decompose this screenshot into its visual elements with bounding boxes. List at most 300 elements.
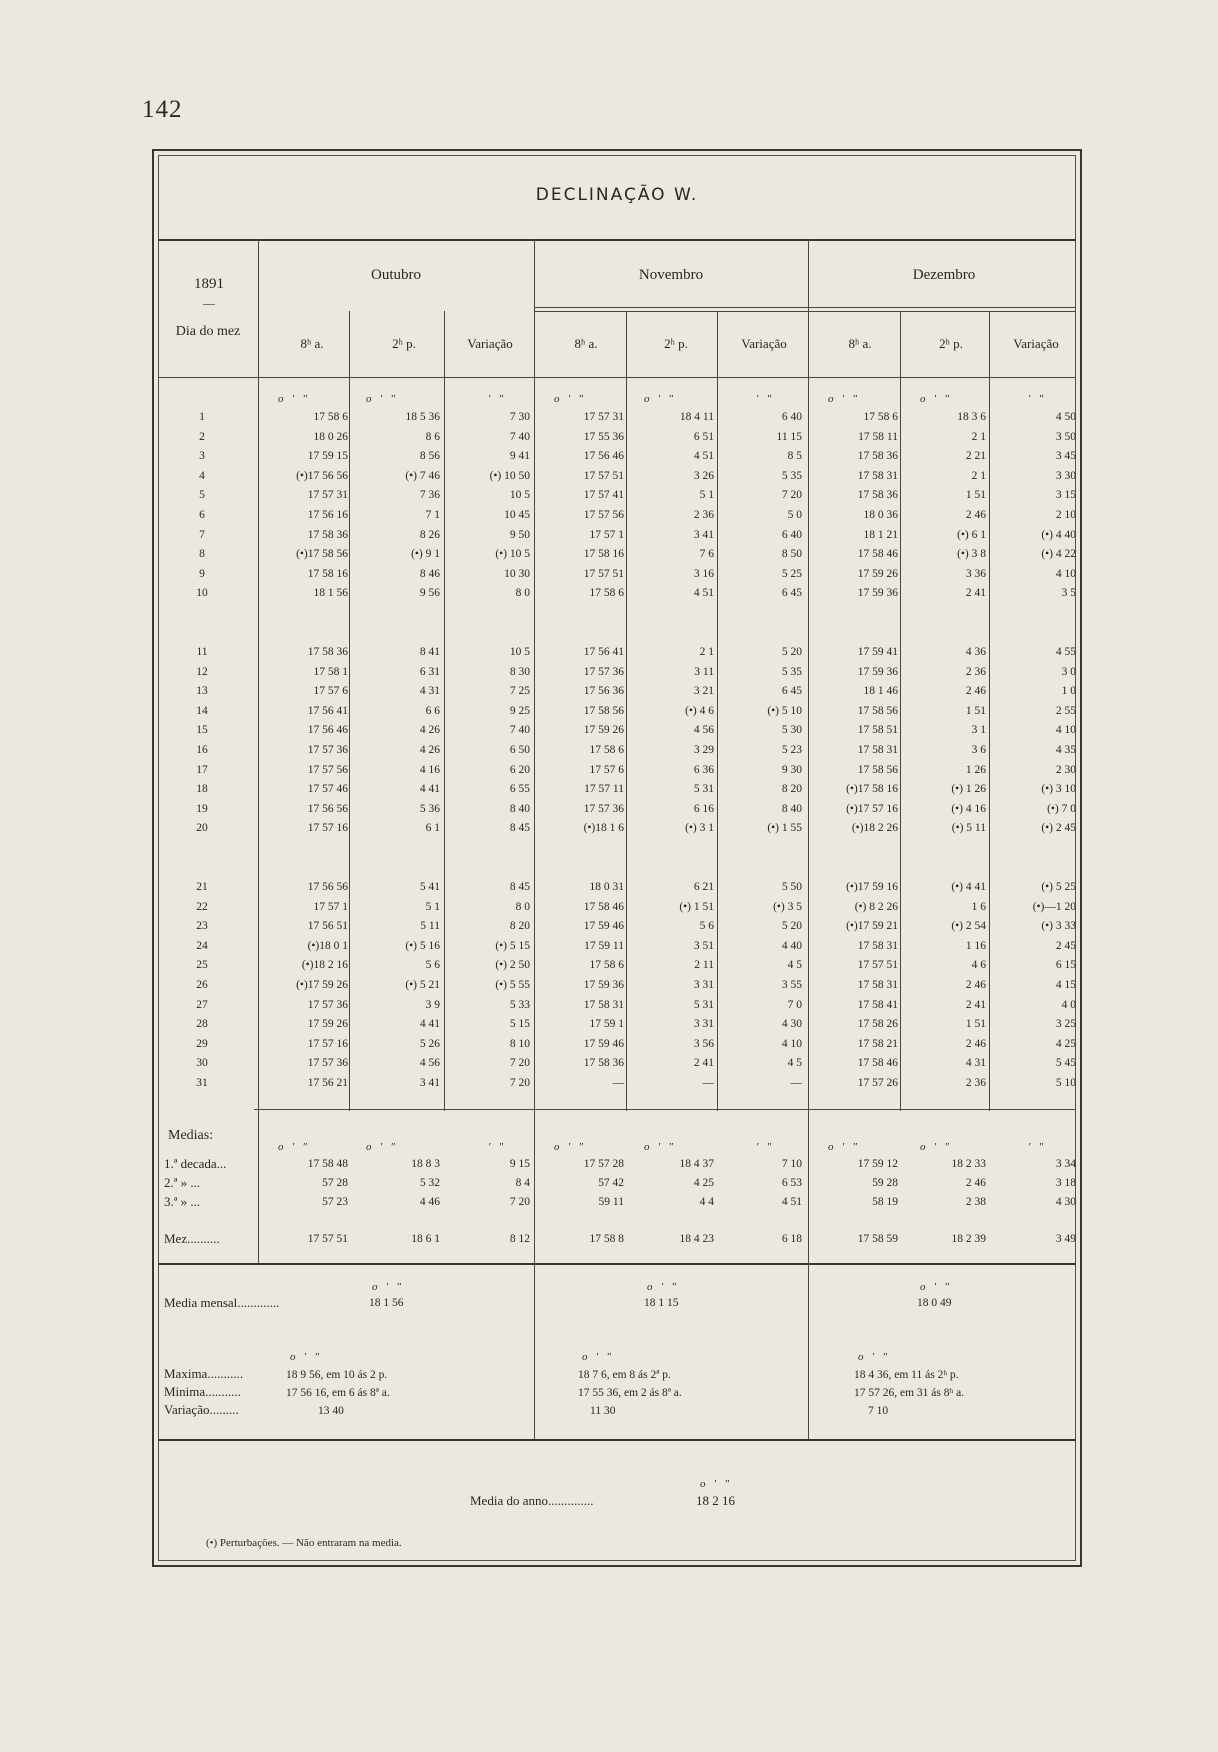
table-title: DECLINAÇÃO W. — [535, 185, 699, 205]
oct-variacao: 13 40 — [318, 1405, 344, 1417]
table-cell: 9 50 — [509, 528, 530, 541]
medias-cell: 4 4 — [699, 1196, 714, 1208]
table-cell: 1 51 — [965, 704, 986, 717]
table-cell: 5 31 — [693, 783, 714, 796]
table-cell: 2 30 — [1055, 763, 1076, 776]
medias-cell: 57 42 — [598, 1177, 624, 1189]
table-cell: 17 59 46 — [583, 1037, 624, 1050]
table-cell: 3 41 — [419, 1077, 440, 1089]
table-cell: 3 0 — [1061, 665, 1076, 678]
table-cell: 2 41 — [965, 998, 986, 1011]
table-cell: 5 20 — [781, 646, 802, 658]
table-cell: 4 30 — [781, 1018, 802, 1031]
table-cell: 4 16 — [419, 763, 440, 776]
table-cell: 2 41 — [965, 587, 986, 600]
table-cell: 4 5 — [787, 1057, 802, 1070]
table-cell: (•) 1 51 — [679, 900, 714, 913]
medias-row-label: Mez.......... — [164, 1231, 220, 1246]
day-number: 31 — [196, 1077, 208, 1089]
table-cell: 5 10 — [1055, 1077, 1076, 1089]
table-cell: 17 58 36 — [307, 528, 348, 541]
table-cell: — — [612, 1077, 624, 1089]
table-cell: 17 58 6 — [589, 744, 624, 756]
nov-variacao: 11 30 — [590, 1405, 616, 1417]
table-cell: (•) 5 15 — [495, 939, 530, 952]
table-cell: (•) 3 1 — [685, 822, 714, 835]
table-cell: (•) 4 16 — [951, 802, 986, 815]
day-number: 20 — [196, 822, 208, 835]
table-cell: (•) 4 22 — [1041, 548, 1076, 561]
vrule-nov-1 — [626, 311, 627, 1111]
variacao-label: Variação......... — [164, 1402, 239, 1417]
extremes-units-2: o ' " — [858, 1351, 887, 1363]
vrule-dec-1 — [900, 311, 901, 1111]
table-cell: 5 15 — [509, 1018, 530, 1031]
unit-symbols-units-medias-1: o ' " — [366, 1141, 395, 1153]
table-cell: (•)17 58 16 — [846, 783, 898, 796]
table-cell: 17 56 41 — [307, 704, 348, 717]
table-cell: 17 57 16 — [307, 822, 348, 835]
table-cell: 4 5 — [787, 959, 802, 972]
day-number: 26 — [196, 979, 208, 991]
medias-cell: 18 6 1 — [411, 1233, 440, 1245]
vrule-nov-dec — [808, 239, 809, 1439]
table-cell: 17 58 36 — [583, 1057, 624, 1070]
table-cell: 5 33 — [509, 998, 530, 1011]
medias-cell: 17 59 12 — [857, 1158, 898, 1170]
subheader-4: 2ʰ p. — [664, 336, 688, 351]
table-cell: 4 26 — [419, 744, 440, 756]
table-cell: (•)18 2 16 — [301, 959, 348, 972]
table-cell: 5 36 — [419, 802, 440, 815]
table-cell: (•)17 59 16 — [846, 881, 898, 893]
table-cell: (•)18 1 6 — [583, 822, 624, 835]
table-cell: 2 1 — [699, 646, 714, 658]
table-cell: 17 58 56 — [583, 704, 624, 717]
table-cell: 8 46 — [419, 567, 440, 580]
table-cell: 17 57 16 — [307, 1037, 348, 1050]
table-cell: 4 41 — [419, 783, 440, 796]
day-number: 9 — [199, 567, 205, 580]
table-cell: 17 57 26 — [857, 1077, 898, 1089]
media-mensal-novembro: 18 1 15 — [644, 1297, 679, 1309]
table-cell: 17 57 56 — [583, 509, 624, 521]
table-cell: (•)17 56 56 — [296, 469, 348, 482]
table-cell: 2 36 — [965, 665, 986, 678]
footnote: (•) Perturbações. — Não entraram na media. — [206, 1537, 402, 1549]
day-number: 10 — [196, 587, 208, 600]
medias-cell: 18 2 33 — [951, 1158, 986, 1170]
table-cell: 6 21 — [693, 881, 714, 893]
table-cell: 17 58 6 — [589, 587, 624, 600]
unit-symbols-units-top-2: ' " — [488, 393, 504, 405]
day-number: 21 — [196, 881, 208, 893]
table-cell: (•) 7 0 — [1047, 802, 1076, 815]
table-cell: 2 21 — [965, 450, 986, 463]
table-cell: 5 25 — [781, 567, 802, 580]
table-cell: 10 30 — [504, 567, 530, 580]
table-cell: 17 57 41 — [583, 489, 624, 502]
medias-cell: 18 2 39 — [951, 1233, 986, 1245]
subheader-8: Variação — [1013, 336, 1059, 351]
table-cell: 17 58 31 — [857, 939, 898, 952]
medias-cell: 17 58 48 — [307, 1158, 348, 1170]
medias-row-label: 2.ª » ... — [164, 1175, 201, 1190]
table-cell: (•) 3 33 — [1041, 920, 1076, 933]
table-cell: 8 0 — [515, 587, 530, 600]
year-label: 1891 — [194, 276, 224, 292]
day-number: 5 — [199, 489, 205, 502]
table-cell: 4 40 — [781, 939, 802, 952]
table-cell: 11 15 — [776, 430, 802, 443]
medias-cell: 2 46 — [965, 1177, 986, 1189]
unit-symbols-units-top-7: o ' " — [920, 393, 949, 405]
table-cell: (•)17 59 26 — [296, 979, 348, 991]
table-cell: 8 0 — [515, 900, 530, 913]
table-cell: 17 57 36 — [307, 1057, 348, 1070]
medias-cell: 17 58 59 — [857, 1233, 898, 1245]
day-number: 4 — [199, 469, 205, 482]
table-cell: (•)18 0 1 — [307, 939, 348, 952]
media-mensal-label: Media mensal............. — [164, 1295, 280, 1310]
table-cell: 6 55 — [509, 783, 530, 796]
table-cell: (•) 9 1 — [411, 548, 440, 561]
table-cell: (•) 3 8 — [957, 548, 986, 561]
table-cell: 17 57 36 — [307, 998, 348, 1011]
oct-minima: 17 56 16, em 6 ás 8ª a. — [286, 1387, 390, 1399]
table-cell: 7 20 — [509, 1057, 530, 1070]
day-number: 19 — [196, 802, 208, 815]
table-cell: 3 29 — [693, 744, 714, 756]
table-cell: 2 11 — [694, 959, 714, 972]
day-number: 23 — [196, 920, 208, 933]
day-number: 8 — [199, 548, 205, 561]
vrule-dec-2 — [989, 311, 990, 1111]
year-dash: — — [203, 296, 215, 310]
table-cell: 4 10 — [1055, 567, 1076, 580]
table-cell: 17 58 26 — [857, 1018, 898, 1031]
media-anno-units: o ' " — [700, 1478, 729, 1490]
extremes-units-0: o ' " — [290, 1351, 319, 1363]
table-cell: 8 45 — [509, 881, 530, 893]
table-cell: 9 30 — [781, 763, 802, 776]
medias-cell: 2 38 — [965, 1196, 986, 1208]
table-cell: 5 0 — [787, 509, 802, 521]
table-cell: 2 36 — [693, 509, 714, 521]
table-cell: 2 10 — [1055, 509, 1076, 521]
table-cell: (•) 4 40 — [1041, 528, 1076, 541]
unit-symbols-units-top-6: o ' " — [828, 393, 857, 405]
vrule-nov-2 — [717, 311, 718, 1111]
table-cell: 3 21 — [693, 685, 714, 698]
mensal-units-0: o ' " — [372, 1281, 401, 1293]
table-cell: 7 6 — [699, 548, 714, 561]
dec-minima: 17 57 26, em 31 ás 8ʰ a. — [854, 1387, 965, 1399]
unit-symbols-units-medias-0: o ' " — [278, 1141, 307, 1153]
table-cell: 17 58 56 — [857, 763, 898, 776]
vrule-oct-2 — [444, 311, 445, 1111]
day-header: Dia do mez — [175, 324, 241, 339]
table-cell: 6 1 — [425, 822, 440, 835]
month-outubro: Outubro — [371, 267, 421, 283]
table-cell: 7 40 — [509, 724, 530, 737]
dec-variacao: 7 10 — [868, 1405, 889, 1417]
subheader-5: Variação — [741, 336, 787, 351]
table-cell: 3 30 — [1055, 469, 1076, 482]
table-cell: (•) 3 5 — [773, 900, 802, 913]
table-cell: 3 41 — [693, 528, 714, 541]
table-cell: 17 59 36 — [583, 979, 624, 991]
table-cell: 17 56 36 — [583, 685, 624, 698]
table-cell: 17 58 46 — [583, 900, 624, 913]
medias-cell: 4 46 — [419, 1196, 440, 1208]
table-cell: 18 4 11 — [679, 411, 714, 423]
table-cell: 5 1 — [425, 900, 440, 913]
table-cell: 17 57 6 — [313, 685, 348, 698]
table-cell: 17 59 36 — [857, 587, 898, 600]
day-number: 7 — [199, 528, 205, 541]
medias-cell: 58 19 — [872, 1196, 898, 1208]
table-cell: 9 56 — [419, 587, 440, 600]
medias-cell: 18 4 37 — [679, 1158, 714, 1170]
table-cell: 10 5 — [509, 646, 530, 658]
day-number: 30 — [196, 1057, 208, 1070]
table-cell: 3 1 — [971, 724, 986, 737]
table-cell: (•) 4 6 — [685, 704, 714, 717]
table-cell: 9 25 — [509, 704, 530, 717]
day-number: 18 — [196, 783, 208, 796]
table-cell: 6 45 — [781, 685, 802, 698]
table-cell: 6 20 — [509, 763, 530, 776]
table-cell: 6 6 — [425, 704, 440, 717]
table-cell: 3 15 — [1055, 489, 1076, 502]
table-cell: 18 0 36 — [863, 509, 898, 521]
table-cell: (•) 10 5 — [495, 548, 530, 561]
day-number: 14 — [196, 704, 208, 717]
table-cell: 4 10 — [781, 1037, 802, 1050]
table-cell: 4 0 — [1061, 998, 1076, 1011]
table-cell: (•) 2 50 — [495, 959, 530, 972]
day-number: 24 — [196, 939, 208, 952]
page-number: 142 — [142, 96, 183, 123]
table-cell: 4 10 — [1055, 724, 1076, 737]
day-number: 16 — [196, 744, 208, 756]
table-cell: 3 50 — [1055, 430, 1076, 443]
day-number: 15 — [196, 724, 208, 737]
table-cell: 17 58 46 — [857, 1057, 898, 1070]
table-cell: 6 45 — [781, 587, 802, 600]
table-cell: 5 41 — [419, 881, 440, 893]
day-number: 6 — [199, 509, 205, 521]
table-cell: 2 55 — [1055, 704, 1076, 717]
day-number: 28 — [196, 1018, 208, 1031]
table-cell: 6 15 — [1055, 959, 1076, 972]
table-cell: 8 5 — [787, 450, 802, 463]
table-cell: 2 41 — [693, 1057, 714, 1070]
table-cell: 17 57 51 — [583, 469, 624, 482]
table-cell: (•) 6 1 — [957, 528, 986, 541]
table-cell: 3 55 — [781, 979, 802, 991]
table-cell: 8 20 — [781, 783, 802, 796]
rule-month-under — [534, 307, 1076, 308]
unit-symbols-units-top-1: o ' " — [366, 393, 395, 405]
table-cell: 17 59 26 — [583, 724, 624, 737]
table-cell: 4 51 — [693, 587, 714, 600]
table-cell: 18 5 36 — [405, 411, 440, 423]
table-cell: (•) 2 45 — [1041, 822, 1076, 835]
vrule-oct-1 — [349, 311, 350, 1111]
rule-header-bottom — [158, 377, 1076, 378]
table-cell: 7 0 — [787, 998, 802, 1011]
table-cell: 8 40 — [509, 802, 530, 815]
table-cell: 4 31 — [965, 1057, 986, 1070]
medias-cell: 4 30 — [1055, 1196, 1076, 1208]
table-cell: 6 40 — [781, 411, 802, 423]
table-cell: — — [790, 1077, 802, 1089]
medias-cell: 57 28 — [322, 1177, 348, 1189]
table-cell: 17 56 46 — [583, 450, 624, 463]
table-cell: (•) 4 41 — [951, 881, 986, 893]
table-cell: 17 59 36 — [857, 665, 898, 678]
table-cell: 8 26 — [419, 528, 440, 541]
medias-cell: 4 51 — [781, 1196, 802, 1208]
table-cell: 5 35 — [781, 469, 802, 482]
table-cell: (•) 5 25 — [1041, 881, 1076, 893]
table-cell: 5 1 — [699, 489, 714, 502]
table-cell: (•) 1 55 — [767, 822, 802, 835]
nov-maxima: 18 7 6, em 8 ás 2ª p. — [578, 1369, 671, 1381]
subheader-6: 8ʰ a. — [848, 336, 872, 351]
medias-cell: 59 28 — [872, 1177, 898, 1189]
media-anno-value: 18 2 16 — [696, 1493, 735, 1508]
nov-minima: 17 55 36, em 2 ás 8ª a. — [578, 1387, 682, 1399]
table-cell: 17 56 56 — [307, 881, 348, 893]
medias-cell: 5 32 — [419, 1177, 440, 1189]
unit-symbols-units-medias-2: ' " — [488, 1141, 504, 1153]
table-cell: 8 40 — [781, 802, 802, 815]
unit-symbols-units-top-0: o ' " — [278, 393, 307, 405]
table-cell: (•) 5 21 — [405, 979, 440, 991]
unit-symbols-units-medias-4: o ' " — [644, 1141, 673, 1153]
table-cell: 17 59 41 — [857, 646, 898, 658]
table-cell: 17 57 51 — [857, 959, 898, 972]
table-cell: 18 3 6 — [957, 411, 986, 423]
table-cell: 4 41 — [419, 1018, 440, 1031]
rule-media-mensal-top — [158, 1263, 1076, 1265]
day-number: 13 — [196, 685, 208, 698]
table-cell: 7 20 — [781, 489, 802, 502]
declination-table — [152, 149, 1082, 1567]
table-cell: — — [702, 1077, 714, 1089]
table-cell: 5 6 — [699, 920, 714, 933]
table-cell: 17 59 15 — [307, 450, 348, 463]
table-cell: 17 58 36 — [307, 646, 348, 658]
table-cell: 17 58 51 — [857, 724, 898, 737]
table-cell: (•)17 57 16 — [846, 802, 898, 815]
table-cell: 17 58 31 — [583, 998, 624, 1011]
day-number: 12 — [196, 665, 208, 678]
medias-cell: 6 18 — [781, 1233, 802, 1245]
subheader-1: 2ʰ p. — [392, 336, 416, 351]
table-cell: 5 35 — [781, 665, 802, 678]
table-cell: 10 5 — [509, 489, 530, 502]
table-cell: 6 31 — [419, 665, 440, 678]
unit-symbols-units-medias-5: ' " — [756, 1141, 772, 1153]
table-cell: 17 57 1 — [589, 528, 624, 541]
table-cell: 3 5 — [1061, 587, 1076, 600]
day-number: 2 — [199, 430, 205, 443]
table-cell: (•) 8 2 26 — [854, 900, 898, 913]
day-number: 25 — [196, 959, 208, 972]
table-cell: 3 16 — [693, 567, 714, 580]
table-cell: 17 57 11 — [584, 783, 624, 796]
table-cell: 3 25 — [1055, 1018, 1076, 1031]
table-cell: (•) 2 54 — [951, 920, 986, 933]
table-cell: 17 58 6 — [589, 959, 624, 972]
subheader-0: 8ʰ a. — [300, 336, 324, 351]
table-cell: (•) 5 16 — [405, 939, 440, 952]
table-cell: (•) 5 10 — [767, 704, 802, 717]
table-cell: 2 1 — [971, 469, 986, 482]
table-cell: 17 58 11 — [858, 430, 898, 443]
table-cell: (•) 3 10 — [1041, 783, 1076, 796]
vrule-day — [258, 239, 259, 1263]
table-cell: 5 11 — [420, 920, 440, 933]
table-cell: 4 36 — [965, 646, 986, 658]
table-cell: 3 36 — [965, 567, 986, 580]
table-cell: 10 45 — [504, 509, 530, 521]
table-cell: 7 20 — [509, 1077, 530, 1089]
table-cell: 2 36 — [965, 1077, 986, 1089]
vrule-oct-nov — [534, 239, 535, 1439]
table-cell: 18 1 56 — [313, 587, 348, 600]
medias-cell: 3 49 — [1055, 1233, 1076, 1245]
table-cell: 1 0 — [1061, 685, 1076, 698]
table-cell: 4 31 — [419, 685, 440, 698]
table-cell: 9 41 — [509, 450, 530, 463]
table-cell: 6 36 — [693, 763, 714, 776]
table-cell: 3 9 — [425, 998, 440, 1011]
day-number: 11 — [196, 646, 208, 658]
day-number: 29 — [196, 1037, 208, 1050]
table-cell: (•) 10 50 — [489, 469, 530, 482]
table-cell: 17 58 1 — [313, 665, 348, 678]
table-cell: 17 59 26 — [307, 1018, 348, 1031]
table-cell: 2 46 — [965, 509, 986, 521]
table-cell: (•) 5 55 — [495, 979, 530, 991]
table-cell: 1 51 — [965, 489, 986, 502]
medias-row-label: 3.ª » ... — [164, 1194, 201, 1209]
table-cell: 3 26 — [693, 469, 714, 482]
media-anno-label: Media do anno.............. — [470, 1493, 594, 1508]
table-cell: 4 51 — [693, 450, 714, 463]
maxima-label: Maxima........... — [164, 1366, 244, 1381]
table-cell: 1 6 — [971, 900, 986, 913]
table-cell: (•)18 2 26 — [851, 822, 898, 835]
table-cell: 5 50 — [781, 881, 802, 893]
table-cell: (•)17 59 21 — [846, 920, 898, 933]
table-cell: 17 57 36 — [583, 665, 624, 678]
table-cell: 7 40 — [509, 430, 530, 443]
table-cell: 7 25 — [509, 685, 530, 698]
table-cell: 17 59 46 — [583, 920, 624, 933]
table-cell: 2 45 — [1055, 939, 1076, 952]
table-cell: 8 30 — [509, 665, 530, 678]
table-cell: 4 6 — [971, 959, 986, 972]
table-cell: 7 36 — [419, 489, 440, 502]
unit-symbols-units-medias-8: ' " — [1028, 1141, 1044, 1153]
table-cell: 2 46 — [965, 1037, 986, 1050]
